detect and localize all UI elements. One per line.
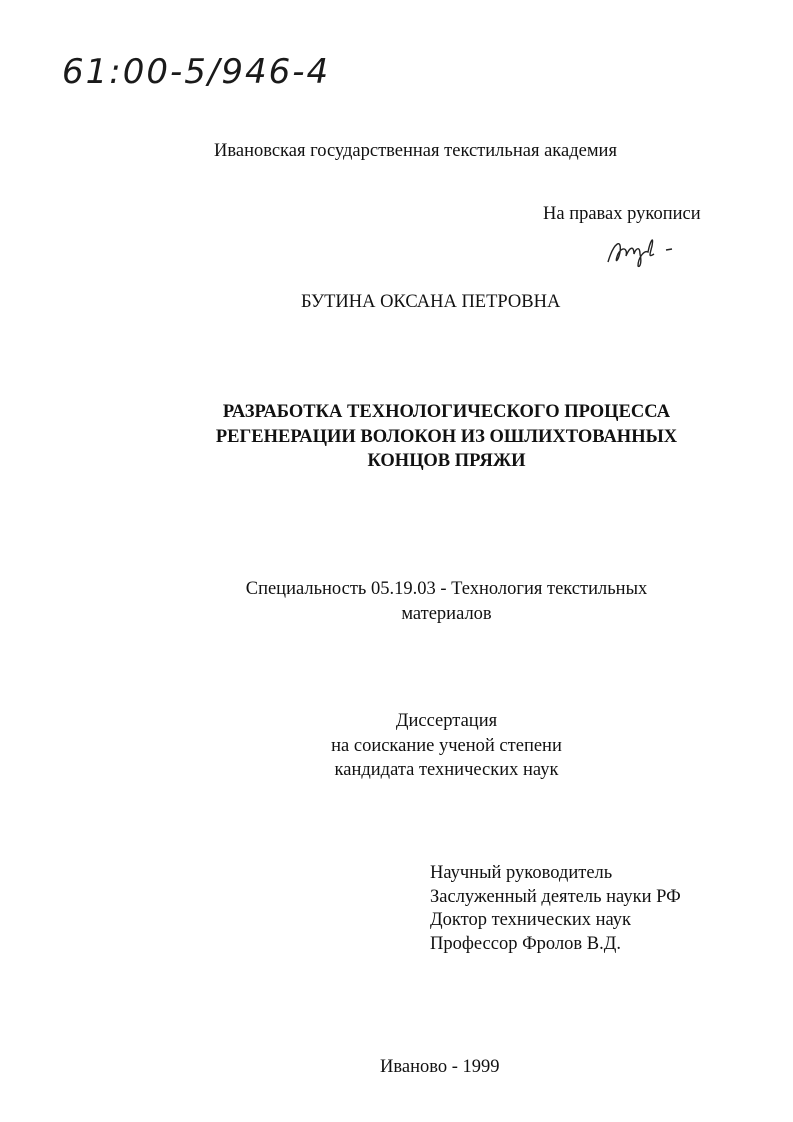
- place-year: Иваново - 1999: [380, 1057, 500, 1077]
- supervisor-block: [430, 862, 681, 956]
- dissertation-title: [50, 400, 793, 474]
- specialty: [50, 577, 793, 626]
- title-line: КОНЦОВ ПРЯЖИ: [367, 451, 526, 471]
- supervisor-line: Доктор технических наук: [430, 910, 632, 930]
- title-line: РАЗРАБОТКА ТЕХНОЛОГИЧЕСКОГО ПРОЦЕССА: [222, 402, 671, 422]
- specialty-line: Специальность 05.19.03 - Технология текстильных: [245, 579, 648, 599]
- manuscript-rights: На правах рукописи: [543, 204, 701, 224]
- signature: [604, 232, 684, 272]
- supervisor-line: Научный руководитель: [430, 863, 613, 883]
- archive-number-handwritten: 61:00-5/946-4: [62, 52, 331, 92]
- institution: Ивановская государственная текстильная академия: [214, 141, 617, 161]
- degree-line: на соискание ученой степени: [331, 735, 562, 756]
- degree-statement: [50, 709, 793, 783]
- degree-line: кандидата технических наук: [334, 760, 559, 780]
- title-line: РЕГЕНЕРАЦИИ ВОЛОКОН ИЗ ОШЛИХТОВАННЫХ: [215, 426, 678, 447]
- supervisor-line: Заслуженный деятель науки РФ: [430, 886, 681, 907]
- degree-line: Диссертация: [395, 711, 498, 731]
- supervisor-line: Профессор Фролов В.Д.: [430, 933, 621, 954]
- specialty-line: материалов: [401, 603, 492, 624]
- author-name: БУТИНА ОКСАНА ПЕТРОВНА: [301, 292, 561, 312]
